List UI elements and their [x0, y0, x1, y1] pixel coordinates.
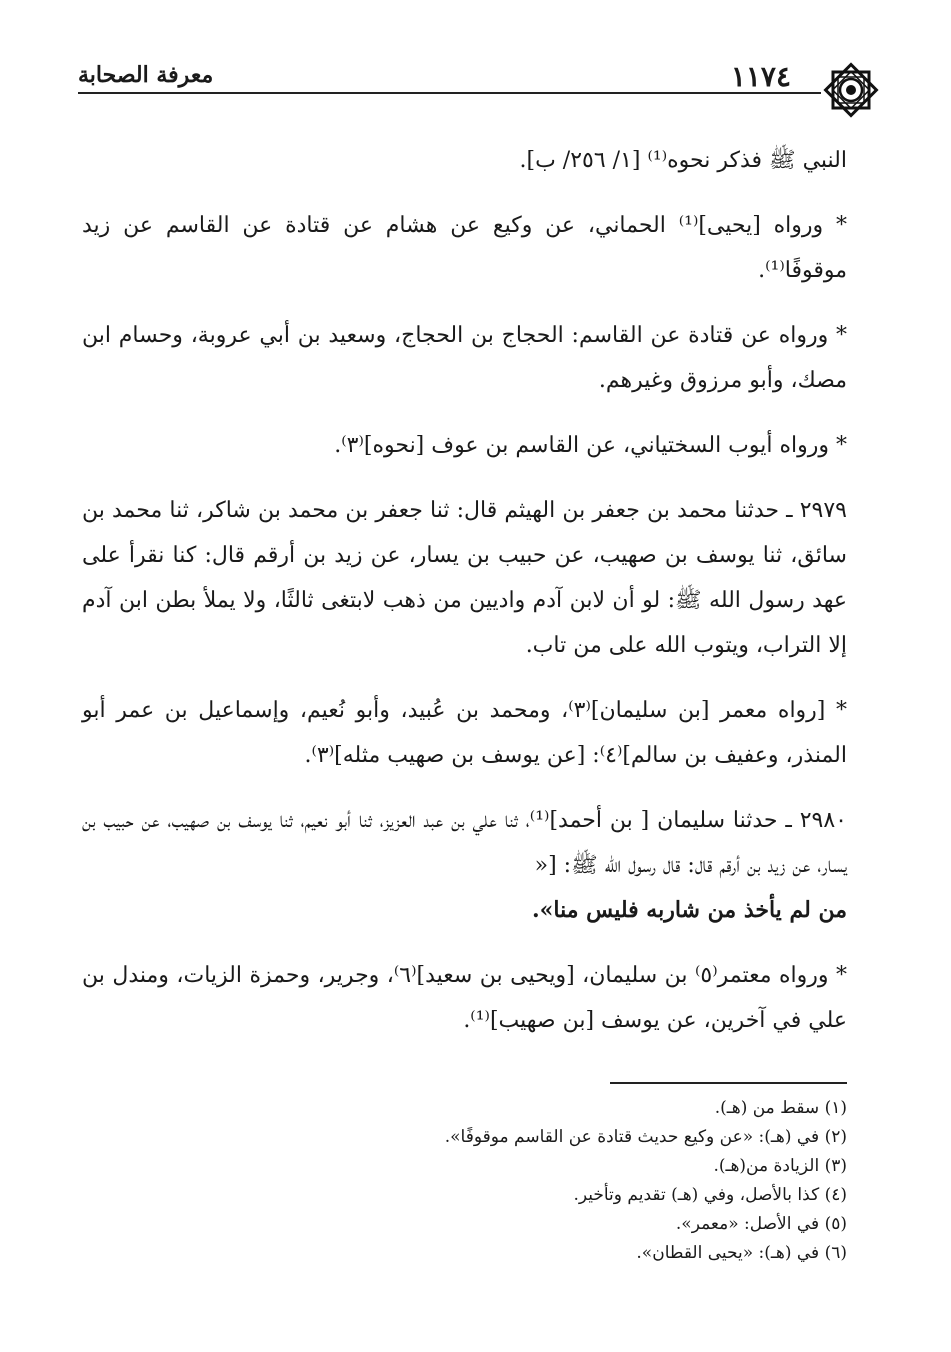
paragraph: النبي ﷺ فذكر نحوه⁽¹⁾ [١/ ٢٥٦/ ب].: [519, 148, 847, 173]
hadith-2979: ٢٩٧٩ ـ حدثنا محمد بن جعفر بن الهيثم قال: ثنا جعفر بن محمد بن شاكر، ثنا محمد بن سائق، ثنا يوسف بن صهيب، عن حبيب بن يسار، عن زيد بن أرقم قال: كنا نقرأ على عهد رسول الله ﷺ: لو أن لابن آدم واديين من ذهب لابتغى ثالثًا، ولا يملأ بطن ابن آدم إلا التراب، ويتوب الله على من تاب.: [82, 498, 847, 658]
hadith-2980: ٢٩٨٠ ـ حدثنا سليمان [ بن أحمد]⁽¹⁾، ثنا علي بن عبد العزيز، ثنا أبو نعيم، ثنا يوسف بن صهيب، عن حبيب بن يسار، عن زيد بن أرقم قال: قال رسول الله ﷺ: [«: [82, 808, 847, 878]
paragraph: * ورواه عن قتادة عن القاسم: الحجاج بن الحجاج، وسعيد بن أبي عروبة، وحسام ابن مصك، وأبو مرزوق وغيرهم.: [82, 323, 847, 393]
footnote: (٣) الزيادة من(هـ).: [713, 1156, 847, 1176]
footnote: (٦) في (هـ): «يحيى القطان».: [636, 1243, 847, 1263]
main-text: [82, 138, 847, 1063]
paragraph: * ورواه أيوب السختياني، عن القاسم بن عوف [نحوه]⁽٣⁾.: [334, 433, 847, 458]
octagram-ornament-icon: [821, 60, 881, 120]
footnote: (١) سقط من (هـ).: [714, 1098, 847, 1118]
paragraph: * [رواه معمر [بن سليمان]⁽٣⁾، ومحمد بن عُبيد، وأبو نُعيم، وإسماعيل بن عمر أبو المنذر، وعفيف بن سالم]⁽٤⁾: [عن يوسف بن صهيب مثله]⁽٣⁾.: [82, 698, 847, 768]
header-rule: [78, 92, 821, 94]
footnote: (٥) في الأصل: «معمر».: [675, 1214, 847, 1234]
footnotes: [147, 1094, 847, 1268]
paragraph: * ورواه [يحيى]⁽¹⁾ الحماني، عن وكيع عن هشام عن قتادة عن القاسم عن زيد موقوفًا⁽¹⁾.: [82, 213, 847, 283]
running-head: [78, 60, 881, 120]
page-number: ١١٧٤: [730, 60, 791, 93]
paragraph: * ورواه معتمر⁽٥⁾ بن سليمان، [ويحيى بن سعيد]⁽٦⁾، وجرير، وحمزة الزيات، ومندل بن علي في آخرين، عن يوسف [بن صهيب]⁽¹⁾.: [82, 963, 848, 1033]
hadith-2980-matn: [82, 888, 847, 933]
footnote: (٢) في (هـ): «عن وكيع حديث قتادة عن القاسم موقوفًا».: [444, 1127, 847, 1147]
footnote: (٤) كذا بالأصل، وفي (هـ) تقديم وتأخير.: [573, 1185, 847, 1205]
footnote-rule: [610, 1082, 847, 1084]
running-title: معرفة الصحابة: [78, 62, 214, 88]
hadith-matn-bold: من لم يأخذ من شاربه فليس منا».: [531, 897, 847, 923]
